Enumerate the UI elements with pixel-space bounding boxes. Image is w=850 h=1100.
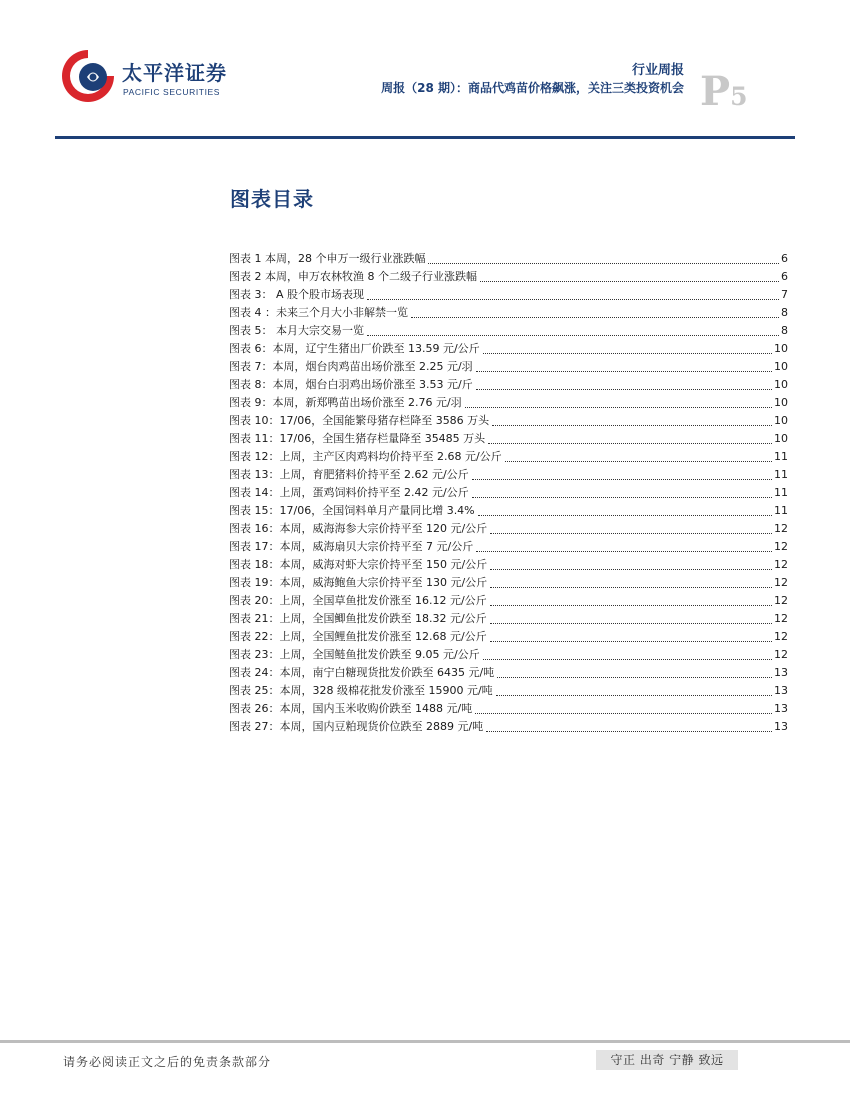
toc-entry-page: 13	[774, 702, 788, 715]
toc-entry-page: 12	[774, 558, 788, 571]
toc-leader-dots	[478, 514, 772, 516]
toc-entry-label: 图表 21：上周，全国鲫鱼批发价跌至 18.32 元/公斤	[229, 612, 487, 625]
toc-entry[interactable]	[229, 700, 788, 718]
toc-entry-label: 图表 9：本周，新郑鸭苗出场价涨至 2.76 元/羽	[229, 396, 462, 409]
toc-leader-dots	[483, 352, 772, 354]
toc-entry-page: 10	[774, 378, 788, 391]
toc-entry[interactable]	[229, 412, 788, 430]
toc-entry[interactable]	[229, 448, 788, 466]
toc-leader-dots	[483, 658, 772, 660]
brand-name-cn: 太平洋证券	[122, 61, 227, 85]
toc-leader-dots	[480, 280, 779, 282]
toc-entry[interactable]	[229, 664, 788, 682]
toc-leader-dots	[490, 604, 772, 606]
toc-entry[interactable]	[229, 682, 788, 700]
toc-entry-page: 12	[774, 612, 788, 625]
toc-entry[interactable]	[229, 268, 788, 286]
toc-leader-dots	[465, 406, 772, 408]
toc-entry-page: 11	[774, 450, 788, 463]
toc-entry-label: 图表 7：本周，烟台肉鸡苗出场价涨至 2.25 元/羽	[229, 360, 473, 373]
brand-name-en: PACIFIC SECURITIES	[123, 87, 221, 97]
toc-entry-label: 图表 4 ：未来三个月大小非解禁一览	[229, 306, 408, 319]
toc-entry-page: 7	[781, 288, 788, 301]
toc-entry[interactable]	[229, 556, 788, 574]
toc-entry[interactable]	[229, 286, 788, 304]
toc-entry-label: 图表 3： A 股个股市场表现	[229, 288, 365, 301]
toc-leader-dots	[490, 622, 772, 624]
toc-leader-dots	[486, 730, 772, 732]
toc-list	[229, 250, 788, 736]
toc-entry-page: 8	[781, 306, 788, 319]
page-number-digit: 5	[730, 82, 748, 111]
toc-leader-dots	[490, 586, 772, 588]
toc-entry-page: 10	[774, 396, 788, 409]
toc-entry[interactable]	[229, 250, 788, 268]
toc-entry-page: 10	[774, 342, 788, 355]
toc-leader-dots	[490, 532, 772, 534]
toc-entry-page: 10	[774, 360, 788, 373]
toc-leader-dots	[472, 496, 772, 498]
toc-entry-page: 10	[774, 432, 788, 445]
toc-entry-page: 11	[774, 468, 788, 481]
toc-leader-dots	[411, 316, 779, 318]
toc-leader-dots	[472, 478, 772, 480]
footer-disclaimer: 请务必阅读正文之后的免责条款部分	[63, 1055, 272, 1069]
toc-entry[interactable]	[229, 610, 788, 628]
toc-entry-label: 图表 18：本周，威海对虾大宗价持平至 150 元/公斤	[229, 558, 488, 571]
toc-entry-label: 图表 13：上周，育肥猪料价持平至 2.62 元/公斤	[229, 468, 469, 481]
toc-entry[interactable]	[229, 376, 788, 394]
toc-entry-label: 图表 8：本周，烟台白羽鸡出场价涨至 3.53 元/斤	[229, 378, 473, 391]
toc-leader-dots	[476, 550, 772, 552]
toc-entry[interactable]	[229, 304, 788, 322]
toc-entry-label: 图表 10：17/06，全国能繁母猪存栏降至 3586 万头	[229, 414, 490, 427]
toc-entry-label: 图表 12：上周，主产区肉鸡料均价持平至 2.68 元/公斤	[229, 450, 502, 463]
toc-entry[interactable]	[229, 322, 788, 340]
toc-entry-label: 图表 25：本周，328 级棉花批发价涨至 15900 元/吨	[229, 684, 493, 697]
toc-entry-label: 图表 5： 本月大宗交易一览	[229, 324, 364, 337]
toc-entry[interactable]	[229, 718, 788, 736]
pacific-securities-logo-icon	[58, 46, 118, 106]
toc-entry-page: 11	[774, 504, 788, 517]
toc-entry-page: 6	[781, 270, 788, 283]
toc-entry-page: 13	[774, 684, 788, 697]
toc-entry-label: 图表 16：本周，威海海参大宗价持平至 120 元/公斤	[229, 522, 488, 535]
toc-entry[interactable]	[229, 592, 788, 610]
toc-entry-label: 图表 22：上周，全国鲤鱼批发价涨至 12.68 元/公斤	[229, 630, 487, 643]
report-title: 周报（28 期）：商品代鸡苗价格飙涨，关注三类投资机会	[381, 81, 684, 95]
toc-entry-label: 图表 26：本周，国内玉米收购价跌至 1488 元/吨	[229, 702, 473, 715]
toc-entry-page: 13	[774, 720, 788, 733]
toc-entry-page: 12	[774, 594, 788, 607]
toc-entry-label: 图表 15：17/06，全国饲料单月产量同比增 3.4%	[229, 504, 475, 517]
toc-leader-dots	[488, 442, 772, 444]
report-type: 行业周报	[631, 63, 684, 78]
toc-leader-dots	[490, 640, 772, 642]
toc-entry-page: 6	[781, 252, 788, 265]
toc-leader-dots	[490, 568, 772, 570]
toc-entry[interactable]	[229, 646, 788, 664]
toc-entry-page: 12	[774, 630, 788, 643]
toc-entry-label: 图表 20：上周，全国草鱼批发价涨至 16.12 元/公斤	[229, 594, 487, 607]
toc-entry-page: 13	[774, 666, 788, 679]
toc-leader-dots	[497, 676, 772, 678]
toc-entry-page: 10	[774, 414, 788, 427]
toc-leader-dots	[492, 424, 772, 426]
header-divider	[55, 136, 795, 139]
page-number-letter: P	[700, 68, 731, 115]
toc-entry-page: 12	[774, 540, 788, 553]
toc-leader-dots	[367, 334, 779, 336]
toc-entry[interactable]	[229, 574, 788, 592]
toc-leader-dots	[428, 262, 779, 264]
toc-entry-label: 图表 6：本周，辽宁生猪出厂价跌至 13.59 元/公斤	[229, 342, 480, 355]
toc-leader-dots	[496, 694, 772, 696]
toc-leader-dots	[367, 298, 779, 300]
footer-motto: 守正 出奇 宁静 致远	[596, 1050, 738, 1070]
toc-entry-label: 图表 23：上周，全国鲢鱼批发价跌至 9.05 元/公斤	[229, 648, 480, 661]
toc-entry-label: 图表 24：本周，南宁白糖现货批发价跌至 6435 元/吨	[229, 666, 495, 679]
toc-entry-label: 图表 19：本周，威海鲍鱼大宗价持平至 130 元/公斤	[229, 576, 488, 589]
page-number	[700, 68, 748, 115]
toc-entry-page: 8	[781, 324, 788, 337]
toc-entry-page: 12	[774, 522, 788, 535]
toc-entry-label: 图表 27：本周，国内豆粕现货价位跌至 2889 元/吨	[229, 720, 484, 733]
toc-entry-label: 图表 17：本周，威海扇贝大宗价持平至 7 元/公斤	[229, 540, 474, 553]
toc-entry[interactable]	[229, 484, 788, 502]
toc-leader-dots	[505, 460, 772, 462]
toc-entry-label: 图表 11：17/06，全国生猪存栏量降至 35485 万头	[229, 432, 486, 445]
toc-entry[interactable]	[229, 502, 788, 520]
toc-entry[interactable]	[229, 394, 788, 412]
toc-entry-label: 图表 14：上周，蛋鸡饲料价持平至 2.42 元/公斤	[229, 486, 469, 499]
toc-heading: 图表目录	[230, 187, 314, 211]
toc-entry-page: 11	[774, 486, 788, 499]
toc-entry[interactable]	[229, 340, 788, 358]
toc-entry-page: 12	[774, 576, 788, 589]
toc-leader-dots	[475, 712, 772, 714]
footer-divider	[0, 1040, 850, 1043]
toc-entry[interactable]	[229, 358, 788, 376]
toc-entry-page: 12	[774, 648, 788, 661]
toc-entry[interactable]	[229, 628, 788, 646]
toc-entry-label: 图表 1 本周，28 个申万一级行业涨跌幅	[229, 252, 426, 265]
toc-entry[interactable]	[229, 430, 788, 448]
toc-entry[interactable]	[229, 520, 788, 538]
toc-entry-label: 图表 2 本周，申万农林牧渔 8 个二级子行业涨跌幅	[229, 270, 477, 283]
toc-entry[interactable]	[229, 538, 788, 556]
toc-entry[interactable]	[229, 466, 788, 484]
toc-leader-dots	[476, 370, 772, 372]
toc-leader-dots	[476, 388, 772, 390]
